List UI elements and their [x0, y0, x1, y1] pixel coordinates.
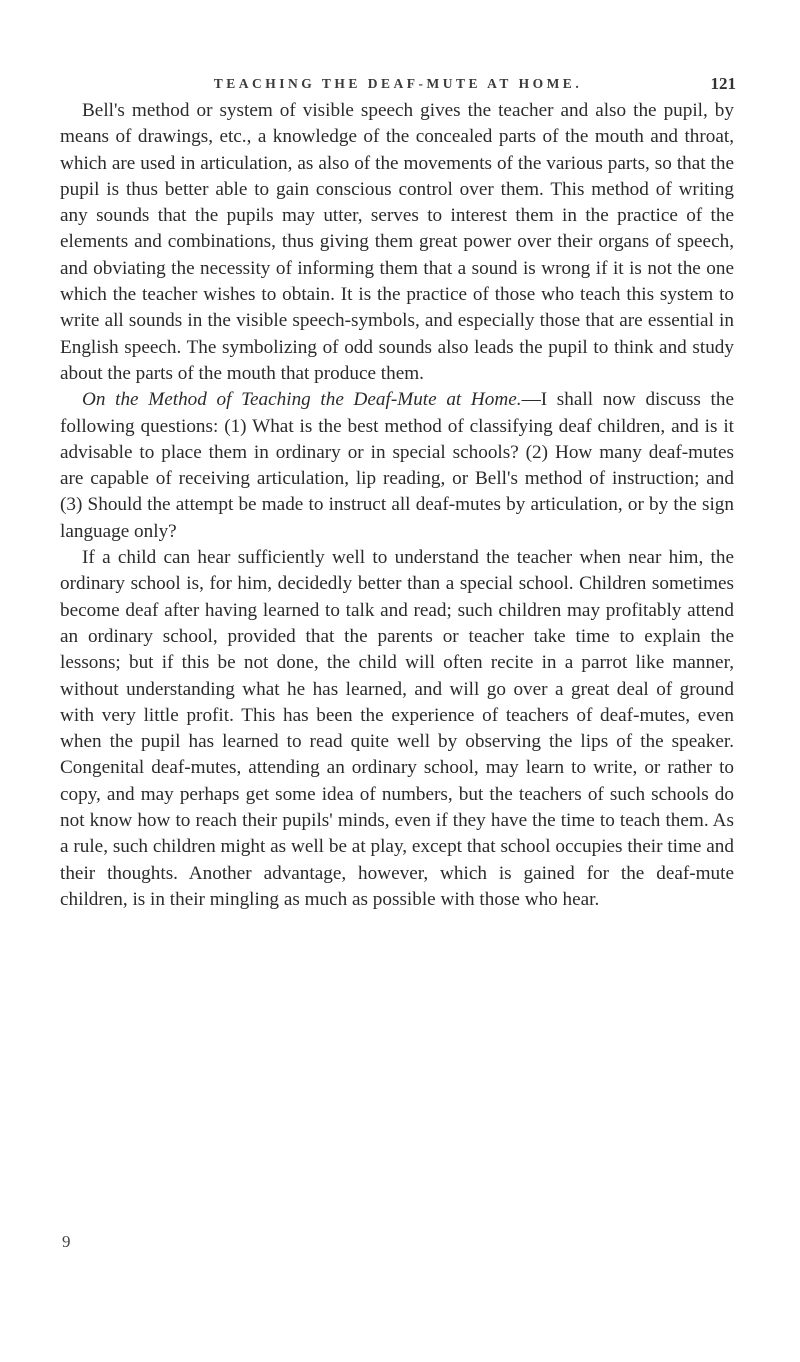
paragraph-ordinary-school — [60, 545, 734, 913]
section-lead-heading: On the Method of Teaching the Deaf-Mute at Home. — [82, 389, 522, 411]
signature-mark: 9 — [62, 1232, 71, 1251]
paragraph-text: If a child can hear sufficiently well to understand the teacher when near him, the ordinary school is, for him, decidedly better than a special school. Children sometimes become deaf after having learned to talk and read; such children may profitably attend an ordinary school, provided that the parents or teacher take time to explain the lessons; but if this be not done, the child will often recite in a parrot like manner, without understanding what he has learned, and will go over a great deal of ground with very little profit. This has been the experience of teachers of deaf-mutes, even when the pupil has learned to read quite well by observing the lips of the speaker. Congenital deaf-mutes, attending an ordinary school, may learn to write, or rather to copy, and may perhaps get some idea of numbers, but the teachers of such schools do not know how to reach their pupils' minds, even if they have the time to teach them. As a rule, such children might as well be at play, except that school occupies their time and their thoughts. Another advantage, however, which is gained for the deaf-mute children, is in their mingling as much as possible with those who hear. — [60, 547, 734, 910]
paragraph-method-teaching — [60, 387, 734, 545]
page-header — [58, 76, 738, 96]
body-text — [60, 98, 734, 913]
paragraph-text: —I shall now discuss the following questions: (1) What is the best method of classifying deaf children, and is it advisable to place them in ordinary or in special schools? (2) How many deaf-mutes are capable of receiving articulation, lip reading, or Bell's method of instruction; and (3) Should the attempt be made to instruct all deaf-mutes by articulation, or by the sign language only? — [60, 389, 734, 542]
running-head: TEACHING THE DEAF-MUTE AT HOME. — [213, 76, 583, 91]
paragraph-visible-speech — [60, 98, 734, 387]
paragraph-text: Bell's method or system of visible speech gives the teacher and also the pupil, by means of drawings, etc., a knowledge of the concealed parts of the mouth and throat, which are used in articulation, as also of the movements of the various parts, so that the pupil is thus better able to gain conscious control over them. This method of writing any sounds that the pupils may utter, serves to interest them in the practice of the elements and combinations, thus giving them great power over their organs of speech, and obviating the necessity of informing them that a sound is wrong if it is not the one which the teacher wishes to obtain. It is the practice of those who teach this system to write all sounds in the visible speech-symbols, and especially those that are essential in English speech. The symbolizing of odd sounds also leads the pupil to think and study about the parts of the mouth that produce them. — [60, 100, 734, 384]
page-number: 121 — [710, 74, 736, 93]
